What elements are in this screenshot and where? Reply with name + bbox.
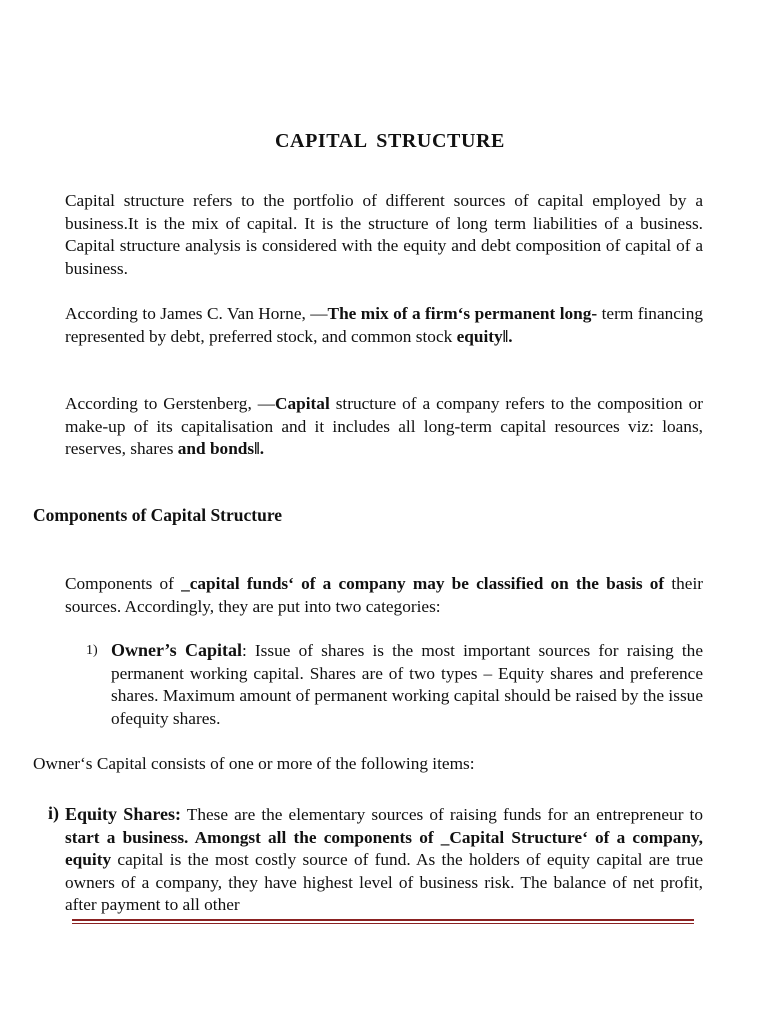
section-heading: Components of Capital Structure bbox=[33, 505, 283, 525]
paragraph-gerstenberg bbox=[65, 393, 703, 461]
equity-text-2: capital is the most costly source of fund. As the holders of equity capital are true owners of a company, they have highest level of business risk. The balance of net profit, after payment to all other bbox=[65, 850, 703, 914]
gerstenberg-rest: structure of a company refers to the composition or make-up of its capitalisation and it includes all long-term capital resources viz: loans, reserves, shares bbox=[65, 394, 703, 458]
gerstenberg-bold: Capital bbox=[275, 394, 330, 413]
page-title: CAPITAL STRUCTURE bbox=[275, 130, 505, 152]
components-bold: _capital funds‘ of a company may be classified on the basis of bbox=[181, 574, 665, 593]
gerstenberg-end: and bonds‖. bbox=[177, 439, 265, 458]
paragraph-definition bbox=[65, 190, 703, 280]
paragraph-equity-shares bbox=[65, 803, 703, 917]
components-rest: their sources. Accordingly, they are put into two categories: bbox=[65, 574, 704, 616]
van-horne-end: equity‖. bbox=[456, 326, 513, 346]
equity-text-1: These are the elementary sources of raising funds for an entrepreneur to bbox=[180, 805, 703, 824]
paragraph-van-horne bbox=[65, 303, 703, 348]
list-number: 1) bbox=[86, 643, 98, 658]
van-horne-rest: term financing represented by debt, preferred stock, and common stock bbox=[65, 304, 704, 346]
footer-rule-thick bbox=[72, 919, 694, 921]
owners-capital-text: : Issue of shares is the most important sources for raising the permanent working capital. Shares are of two types – Equity shares and preference shares. Maximum amount of permanent working capital should be raised by the issue ofequity shares. bbox=[111, 641, 703, 728]
definition-text: Capital structure refers to the portfolio of different sources of capital employed by a business.It is the mix of capital. It is the structure of long term liabilities of a business. Capital structure analysis is considered with the equity and debt composition of capital of a business. bbox=[65, 191, 703, 278]
owners-capital-intro: Owner‘s Capital consists of one or more of the following items: bbox=[33, 754, 475, 773]
footer-rule-thin bbox=[72, 923, 694, 924]
roman-numeral: i) bbox=[48, 803, 59, 823]
components-prefix: Components of bbox=[65, 574, 182, 593]
van-horne-bold: The mix of a firm‘s permanent long- bbox=[327, 304, 598, 323]
paragraph-components bbox=[65, 573, 703, 618]
gerstenberg-prefix: According to Gerstenberg, ― bbox=[65, 394, 276, 413]
van-horne-prefix: According to James C. Van Horne, ― bbox=[65, 304, 328, 323]
owners-capital-label: Owner’s Capital bbox=[111, 640, 242, 660]
equity-shares-label: Equity Shares: bbox=[65, 804, 181, 824]
equity-bold-1: start a business. Amongst all the components of _Capital Structure‘ of a company, equity bbox=[65, 827, 703, 869]
list-item-owners-capital bbox=[111, 639, 703, 730]
